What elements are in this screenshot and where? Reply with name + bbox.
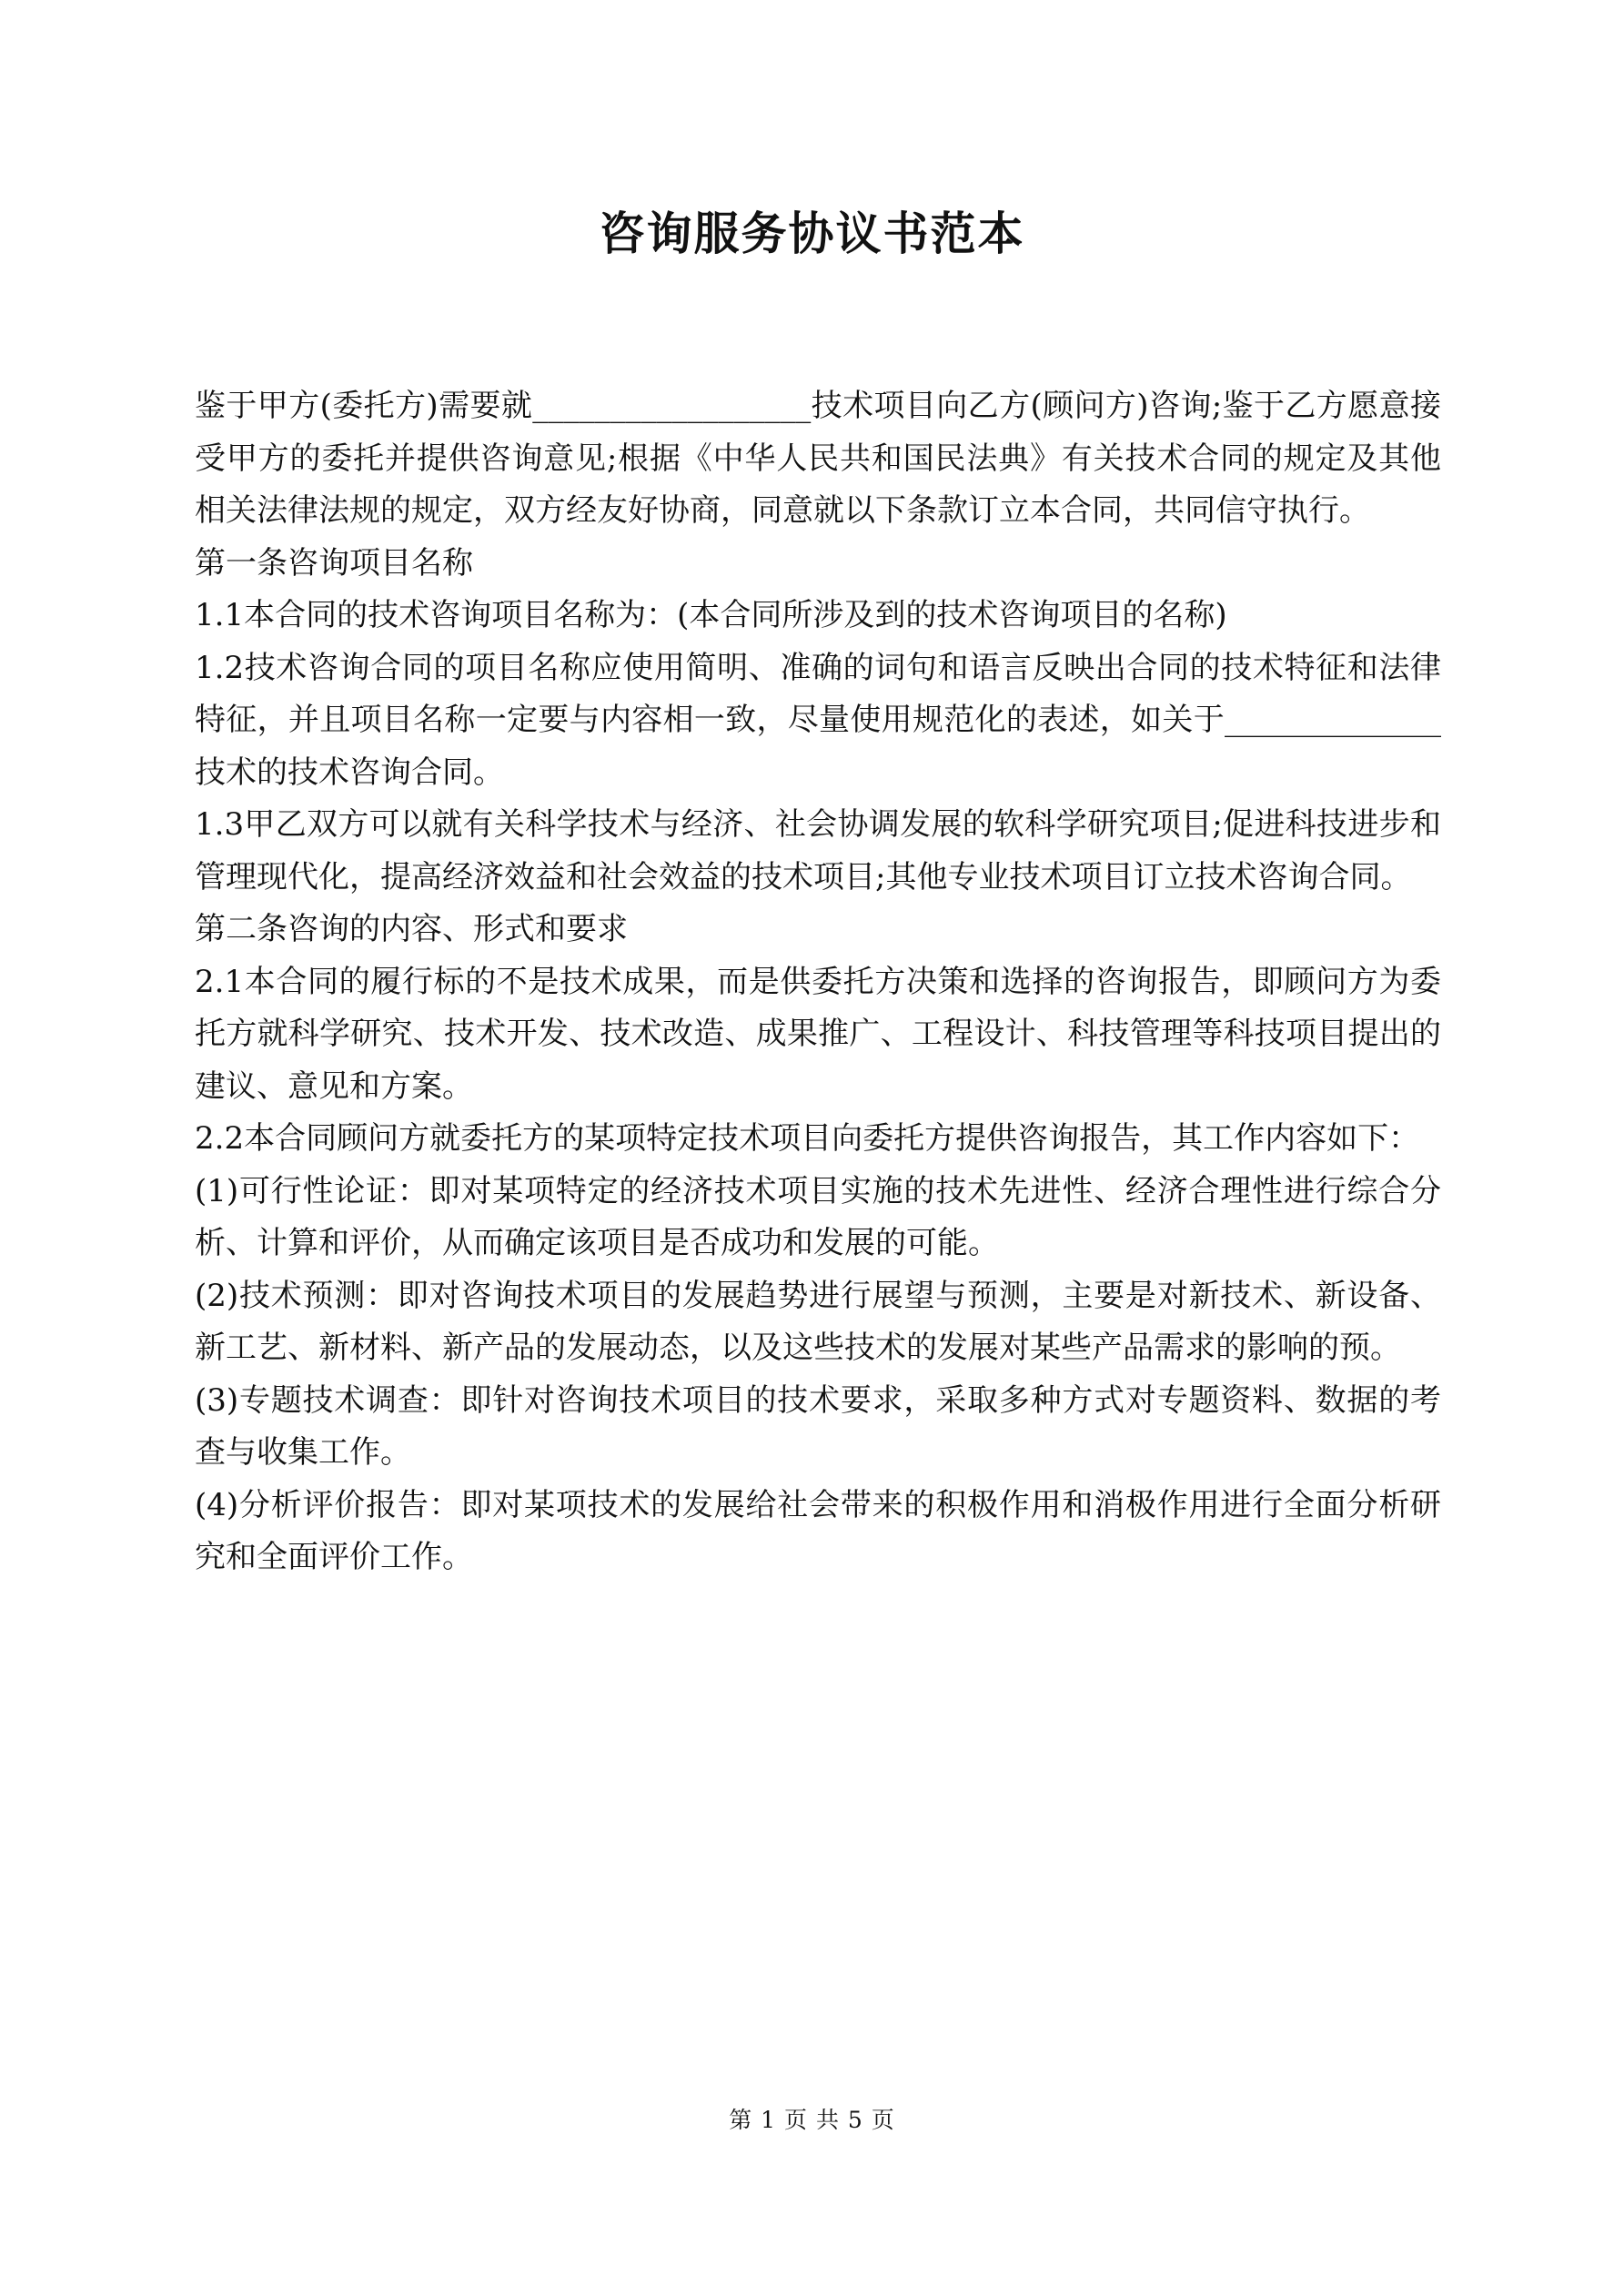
document-body [195, 380, 1441, 1584]
clause-1-1: 1.1本合同的技术咨询项目名称为：(本合同所涉及到的技术咨询项目的名称) [195, 597, 1227, 633]
page-number-footer: 第 1 页 共 5 页 [729, 2107, 895, 2133]
document-title: 咨询服务协议书范本 [599, 207, 1025, 260]
preamble-paragraph: 鉴于甲方(委托方)需要就__________________技术项目向乙方(顾问方)咨询;鉴于乙方愿意接受甲方的委托并提供咨询意见;根据《中华人民共和国民法典》有关技术合同的规定及其他相关法律法规的规定，双方经友好协商，同意就以下条款订立本合同，共同信守执行。 [195, 388, 1441, 529]
item-technology-forecast: (2)技术预测：即对咨询技术项目的发展趋势进行展望与预测，主要是对新技术、新设备、新工艺、新材料、新产品的发展动态，以及这些技术的发展对某些产品需求的影响的预。 [195, 1277, 1441, 1366]
clause-1-3: 1.3甲乙双方可以就有关科学技术与经济、社会协调发展的软科学研究项目;促进科技进步和管理现代化，提高经济效益和社会效益的技术项目;其他专业技术项目订立技术咨询合同。 [195, 806, 1441, 895]
clause-2-1: 2.1本合同的履行标的不是技术成果，而是供委托方决策和选择的咨询报告，即顾问方为委托方就科学研究、技术开发、技术改造、成果推广、工程设计、科技管理等科技项目提出的建议、意见和方案。 [195, 963, 1441, 1105]
clause-1-2: 1.2技术咨询合同的项目名称应使用简明、准确的词句和语言反映出合同的技术特征和法律特征，并且项目名称一定要与内容相一致，尽量使用规范化的表述，如关于______________技术的技术咨询合同。 [195, 649, 1441, 791]
item-topic-investigation: (3)专题技术调查：即针对咨询技术项目的技术要求，采取多种方式对专题资料、数据的考查与收集工作。 [195, 1381, 1441, 1471]
article-1-heading: 第一条咨询项目名称 [195, 544, 473, 582]
item-analysis-report: (4)分析评价报告：即对某项技术的发展给社会带来的积极作用和消极作用进行全面分析研究和全面评价工作。 [195, 1486, 1441, 1575]
clause-2-2: 2.2本合同顾问方就委托方的某项特定技术项目向委托方提供咨询报告，其工作内容如下： [195, 1120, 1420, 1157]
article-2-heading: 第二条咨询的内容、形式和要求 [195, 911, 628, 947]
item-feasibility-study: (1)可行性论证：即对某项特定的经济技术项目实施的技术先进性、经济合理性进行综合分析、计算和评价，从而确定该项目是否成功和发展的可能。 [195, 1172, 1441, 1261]
